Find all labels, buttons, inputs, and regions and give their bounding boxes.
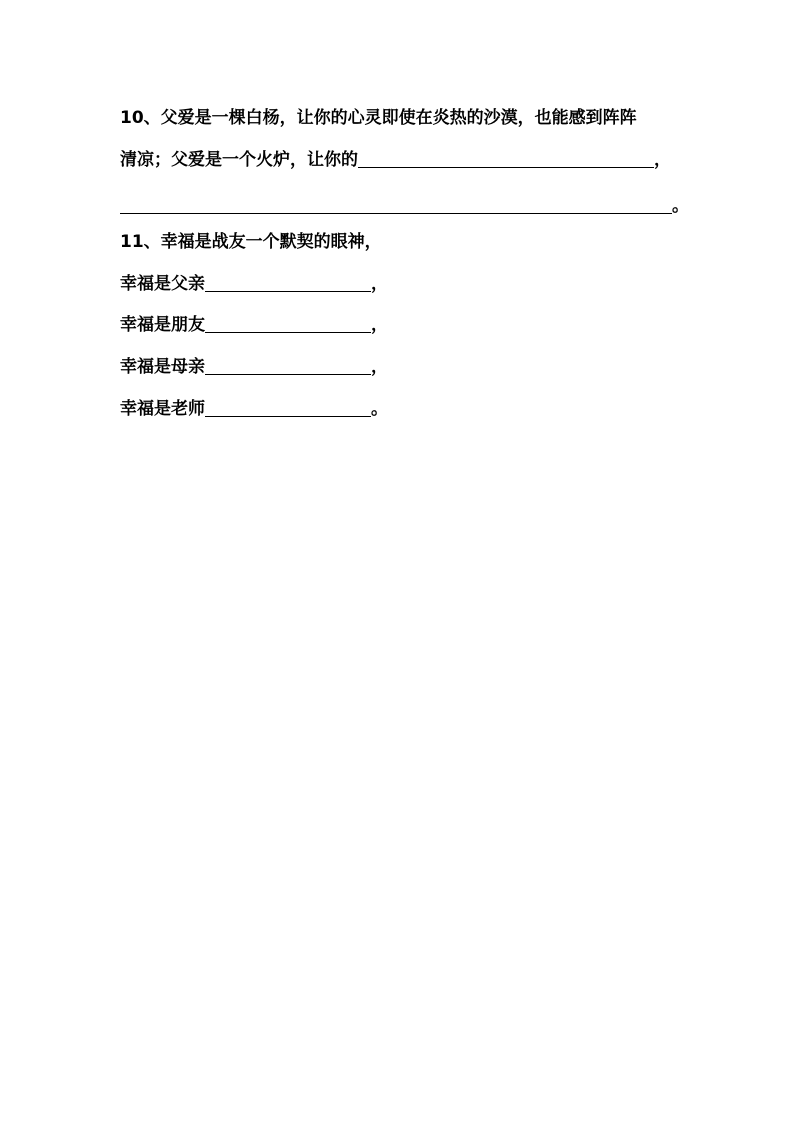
- q11-answer-blank-father[interactable]: [205, 290, 371, 292]
- q11-item-mother: [120, 356, 388, 378]
- q11-answer-blank-mother[interactable]: [205, 373, 371, 375]
- q11-item-prefix: 幸福是父亲: [120, 274, 205, 294]
- q10-line-2: [120, 149, 671, 171]
- q11-item-suffix: ，: [371, 315, 388, 335]
- q10-line-3: [120, 195, 689, 217]
- q11-item-teacher: [120, 398, 388, 420]
- q10-line-2-prefix: 清凉；父爱是一个火炉，让你的: [120, 150, 358, 170]
- q11-title: 11、幸福是战友一个默契的眼神，: [120, 232, 382, 252]
- q10-line-1: 10、父爱是一棵白杨，让你的心灵即使在炎热的沙漠，也能感到阵阵: [120, 108, 637, 128]
- q10-line-2-suffix: ，: [654, 150, 671, 170]
- q11-item-suffix: ，: [371, 357, 388, 377]
- q10-answer-blank-1[interactable]: [358, 166, 654, 168]
- q10-answer-blank-2[interactable]: [120, 212, 672, 214]
- q11-item-prefix: 幸福是老师: [120, 399, 205, 419]
- q11-item-friend: [120, 314, 388, 336]
- q11-item-suffix: 。: [371, 399, 388, 419]
- q11-item-prefix: 幸福是母亲: [120, 357, 205, 377]
- q11-item-prefix: 幸福是朋友: [120, 315, 205, 335]
- q11-answer-blank-teacher[interactable]: [205, 415, 371, 417]
- q11-answer-blank-friend[interactable]: [205, 331, 371, 333]
- q10-line-3-suffix: 。: [672, 196, 689, 216]
- q11-item-suffix: ，: [371, 274, 388, 294]
- q11-item-father: [120, 273, 388, 295]
